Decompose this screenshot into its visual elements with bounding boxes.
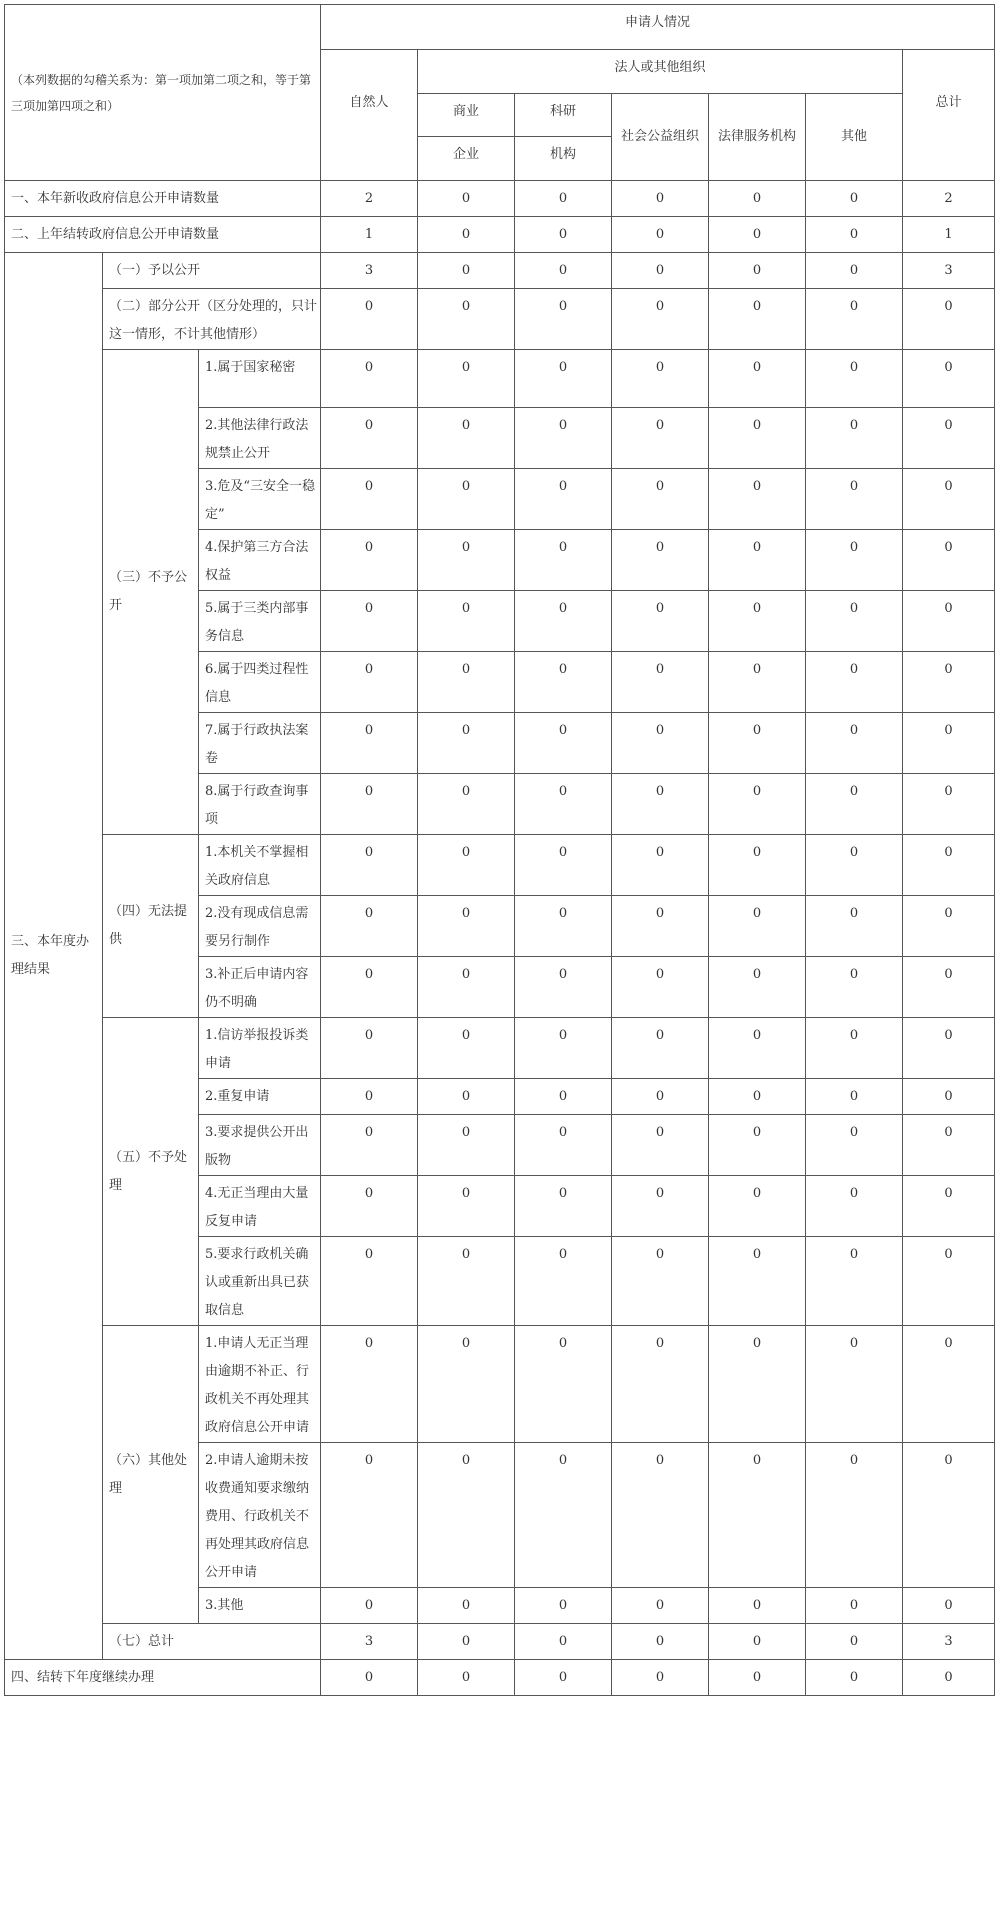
group-not-disclosed-item-label: 4.保护第三方合法权益	[199, 530, 321, 591]
group-other-processing-item-label: 2.申请人逾期未按收费通知要求缴纳费用、行政机关不再处理其政府信息公开申请	[199, 1443, 321, 1588]
row-carry-forward-value-total: 0	[903, 1660, 995, 1696]
group-not-processed-label: （五）不予处理	[103, 1018, 199, 1326]
row-new-applications-label: 一、本年新收政府信息公开申请数量	[5, 181, 321, 217]
row-disclosed-value-public-welfare: 0	[612, 253, 709, 289]
group-not-disclosed-item-value-research: 0	[515, 652, 612, 713]
row-new-applications-value-public-welfare: 0	[612, 181, 709, 217]
table-row	[5, 1624, 995, 1660]
table-row	[5, 835, 995, 896]
row-partially-disclosed-value-natural-person: 0	[321, 289, 418, 350]
row-carried-over-label: 二、上年结转政府信息公开申请数量	[5, 217, 321, 253]
group-unable-to-provide-item-value-legal-service: 0	[709, 835, 806, 896]
group-not-disclosed-item-value-research: 0	[515, 774, 612, 835]
row-partially-disclosed-value-other: 0	[806, 289, 903, 350]
group-other-processing-item-value-other: 0	[806, 1588, 903, 1624]
group-not-disclosed-item-value-public-welfare: 0	[612, 350, 709, 408]
row-carried-over-value-total: 1	[903, 217, 995, 253]
row-partially-disclosed-value-research: 0	[515, 289, 612, 350]
group-not-disclosed-item-value-research: 0	[515, 350, 612, 408]
header-total: 总计	[903, 50, 995, 181]
group-not-disclosed-item-value-legal-service: 0	[709, 530, 806, 591]
row-carry-forward-value-commercial: 0	[418, 1660, 515, 1696]
table-row	[5, 1660, 995, 1696]
group-not-disclosed-item-value-other: 0	[806, 652, 903, 713]
group-other-processing-item-value-public-welfare: 0	[612, 1588, 709, 1624]
group-unable-to-provide-item-value-legal-service: 0	[709, 896, 806, 957]
group-other-processing-item-value-other: 0	[806, 1443, 903, 1588]
group-not-processed-item-value-total: 0	[903, 1115, 995, 1176]
group-not-processed-item-value-research: 0	[515, 1237, 612, 1326]
group-other-processing-item-value-legal-service: 0	[709, 1326, 806, 1443]
group-not-disclosed-item-value-natural-person: 0	[321, 713, 418, 774]
group-not-processed-item-value-public-welfare: 0	[612, 1079, 709, 1115]
table-row	[5, 253, 995, 289]
group-other-processing-item-value-total: 0	[903, 1326, 995, 1443]
row-partially-disclosed-value-legal-service: 0	[709, 289, 806, 350]
row-disclosed-value-other: 0	[806, 253, 903, 289]
row-carried-over-value-natural-person: 1	[321, 217, 418, 253]
group-other-processing-item-value-legal-service: 0	[709, 1588, 806, 1624]
group-not-disclosed-item-value-public-welfare: 0	[612, 774, 709, 835]
group-not-processed-item-value-research: 0	[515, 1079, 612, 1115]
group-not-disclosed-item-value-legal-service: 0	[709, 350, 806, 408]
group-unable-to-provide-item-label: 2.没有现成信息需要另行制作	[199, 896, 321, 957]
group-not-processed-item-label: 5.要求行政机关确认或重新出具已获取信息	[199, 1237, 321, 1326]
row-section3-total-label: （七）总计	[103, 1624, 321, 1660]
header-natural-person: 自然人	[321, 50, 418, 181]
row-new-applications-value-commercial: 0	[418, 181, 515, 217]
row-carry-forward-value-public-welfare: 0	[612, 1660, 709, 1696]
group-not-disclosed-item-value-research: 0	[515, 469, 612, 530]
group-not-disclosed-item-value-total: 0	[903, 652, 995, 713]
group-not-disclosed-item-value-legal-service: 0	[709, 469, 806, 530]
group-other-processing-item-value-natural-person: 0	[321, 1443, 418, 1588]
group-not-processed-item-value-natural-person: 0	[321, 1018, 418, 1079]
row-section3-total-value-natural-person: 3	[321, 1624, 418, 1660]
group-not-disclosed-item-value-other: 0	[806, 469, 903, 530]
group-not-processed-item-value-legal-service: 0	[709, 1115, 806, 1176]
group-not-processed-item-value-other: 0	[806, 1115, 903, 1176]
group-unable-to-provide-item-label: 3.补正后申请内容仍不明确	[199, 957, 321, 1018]
group-unable-to-provide-item-value-public-welfare: 0	[612, 896, 709, 957]
group-not-processed-item-value-legal-service: 0	[709, 1176, 806, 1237]
group-not-disclosed-item-value-natural-person: 0	[321, 350, 418, 408]
row-partially-disclosed-label: （二）部分公开（区分处理的，只计这一情形，不计其他情形）	[103, 289, 321, 350]
group-not-processed-item-label: 2.重复申请	[199, 1079, 321, 1115]
group-other-processing-item-value-public-welfare: 0	[612, 1326, 709, 1443]
group-not-disclosed-item-value-total: 0	[903, 530, 995, 591]
group-not-processed-item-value-research: 0	[515, 1018, 612, 1079]
group-other-processing-item-value-commercial: 0	[418, 1326, 515, 1443]
group-other-processing-item-value-research: 0	[515, 1588, 612, 1624]
group-not-disclosed-label: （三）不予公开	[103, 350, 199, 835]
row-new-applications-value-research: 0	[515, 181, 612, 217]
row-carried-over-value-other: 0	[806, 217, 903, 253]
group-not-disclosed-item-label: 1.属于国家秘密	[199, 350, 321, 408]
group-not-processed-item-value-other: 0	[806, 1018, 903, 1079]
group-unable-to-provide-item-value-other: 0	[806, 835, 903, 896]
header-public-welfare: 社会公益组织	[612, 94, 709, 181]
group-not-disclosed-item-value-total: 0	[903, 713, 995, 774]
group-not-disclosed-item-value-other: 0	[806, 408, 903, 469]
row-carry-forward-value-natural-person: 0	[321, 1660, 418, 1696]
group-unable-to-provide-item-value-total: 0	[903, 896, 995, 957]
group-not-processed-item-value-public-welfare: 0	[612, 1237, 709, 1326]
row-section3-total-value-legal-service: 0	[709, 1624, 806, 1660]
row-section3-total-value-commercial: 0	[418, 1624, 515, 1660]
table-row	[5, 181, 995, 217]
group-not-processed-item-label: 1.信访举报投诉类申请	[199, 1018, 321, 1079]
group-unable-to-provide-item-value-public-welfare: 0	[612, 957, 709, 1018]
group-other-processing-item-value-other: 0	[806, 1326, 903, 1443]
row-section3-total-value-public-welfare: 0	[612, 1624, 709, 1660]
table-row	[5, 289, 995, 350]
group-not-disclosed-item-value-public-welfare: 0	[612, 469, 709, 530]
group-not-processed-item-value-total: 0	[903, 1018, 995, 1079]
group-not-disclosed-item-value-total: 0	[903, 591, 995, 652]
row-carry-forward-value-legal-service: 0	[709, 1660, 806, 1696]
group-not-disclosed-item-value-research: 0	[515, 591, 612, 652]
group-other-processing-item-value-public-welfare: 0	[612, 1443, 709, 1588]
group-other-processing-item-value-natural-person: 0	[321, 1326, 418, 1443]
group-unable-to-provide-label: （四）无法提供	[103, 835, 199, 1018]
section3-label: 三、本年度办理结果	[5, 253, 103, 1660]
group-not-disclosed-item-value-natural-person: 0	[321, 408, 418, 469]
group-not-disclosed-item-label: 5.属于三类内部事务信息	[199, 591, 321, 652]
row-new-applications-value-legal-service: 0	[709, 181, 806, 217]
group-not-processed-item-value-natural-person: 0	[321, 1115, 418, 1176]
header-legal-service: 法律服务机构	[709, 94, 806, 181]
group-not-processed-item-value-public-welfare: 0	[612, 1018, 709, 1079]
group-not-disclosed-item-value-natural-person: 0	[321, 469, 418, 530]
group-not-disclosed-item-value-public-welfare: 0	[612, 408, 709, 469]
group-not-disclosed-item-label: 3.危及“三安全一稳定”	[199, 469, 321, 530]
group-not-processed-item-value-legal-service: 0	[709, 1018, 806, 1079]
row-disclosed-value-total: 3	[903, 253, 995, 289]
group-not-disclosed-item-value-legal-service: 0	[709, 591, 806, 652]
group-not-disclosed-item-value-natural-person: 0	[321, 652, 418, 713]
group-not-disclosed-item-value-commercial: 0	[418, 530, 515, 591]
group-not-disclosed-item-value-total: 0	[903, 469, 995, 530]
group-other-processing-item-value-total: 0	[903, 1588, 995, 1624]
group-unable-to-provide-item-value-other: 0	[806, 896, 903, 957]
group-not-processed-item-value-research: 0	[515, 1115, 612, 1176]
group-not-disclosed-item-value-other: 0	[806, 350, 903, 408]
header-legal-persons-group: 法人或其他组织	[418, 50, 903, 94]
group-not-processed-item-value-total: 0	[903, 1176, 995, 1237]
group-unable-to-provide-item-value-natural-person: 0	[321, 957, 418, 1018]
group-not-disclosed-item-value-commercial: 0	[418, 408, 515, 469]
row-carried-over-value-research: 0	[515, 217, 612, 253]
row-new-applications-value-natural-person: 2	[321, 181, 418, 217]
group-not-disclosed-item-label: 7.属于行政执法案卷	[199, 713, 321, 774]
group-unable-to-provide-item-value-natural-person: 0	[321, 835, 418, 896]
group-unable-to-provide-item-value-legal-service: 0	[709, 957, 806, 1018]
group-unable-to-provide-item-value-commercial: 0	[418, 835, 515, 896]
group-not-processed-item-value-natural-person: 0	[321, 1079, 418, 1115]
group-not-disclosed-item-value-public-welfare: 0	[612, 530, 709, 591]
group-unable-to-provide-item-value-public-welfare: 0	[612, 835, 709, 896]
row-new-applications-value-total: 2	[903, 181, 995, 217]
group-not-processed-item-value-public-welfare: 0	[612, 1115, 709, 1176]
group-not-processed-item-value-research: 0	[515, 1176, 612, 1237]
group-not-processed-item-value-other: 0	[806, 1237, 903, 1326]
group-not-disclosed-item-value-total: 0	[903, 774, 995, 835]
row-carry-forward-value-research: 0	[515, 1660, 612, 1696]
group-unable-to-provide-item-value-research: 0	[515, 835, 612, 896]
row-carry-forward-value-other: 0	[806, 1660, 903, 1696]
row-disclosed-value-natural-person: 3	[321, 253, 418, 289]
row-partially-disclosed-value-commercial: 0	[418, 289, 515, 350]
group-not-disclosed-item-label: 2.其他法律行政法规禁止公开	[199, 408, 321, 469]
group-other-processing-item-label: 3.其他	[199, 1588, 321, 1624]
group-not-disclosed-item-value-natural-person: 0	[321, 591, 418, 652]
header-other: 其他	[806, 94, 903, 181]
group-unable-to-provide-item-value-total: 0	[903, 835, 995, 896]
group-not-disclosed-item-value-public-welfare: 0	[612, 713, 709, 774]
group-not-disclosed-item-value-legal-service: 0	[709, 652, 806, 713]
group-not-processed-item-value-total: 0	[903, 1079, 995, 1115]
row-section3-total-value-other: 0	[806, 1624, 903, 1660]
group-not-disclosed-item-value-other: 0	[806, 591, 903, 652]
group-other-processing-item-value-research: 0	[515, 1443, 612, 1588]
group-not-disclosed-item-value-research: 0	[515, 530, 612, 591]
group-not-disclosed-item-value-commercial: 0	[418, 469, 515, 530]
group-other-processing-item-value-total: 0	[903, 1443, 995, 1588]
group-unable-to-provide-item-value-commercial: 0	[418, 896, 515, 957]
group-not-processed-item-value-other: 0	[806, 1079, 903, 1115]
group-not-disclosed-item-label: 6.属于四类过程性信息	[199, 652, 321, 713]
header-commercial-line2: 企业	[418, 137, 515, 181]
table-note: （本列数据的勾稽关系为：第一项加第二项之和，等于第三项加第四项之和）	[5, 5, 321, 181]
group-unable-to-provide-item-value-natural-person: 0	[321, 896, 418, 957]
row-carried-over-value-legal-service: 0	[709, 217, 806, 253]
header-research-line2: 机构	[515, 137, 612, 181]
row-disclosed-value-legal-service: 0	[709, 253, 806, 289]
group-not-disclosed-item-value-natural-person: 0	[321, 774, 418, 835]
group-not-processed-item-value-commercial: 0	[418, 1176, 515, 1237]
group-other-processing-item-value-natural-person: 0	[321, 1588, 418, 1624]
group-not-disclosed-item-value-research: 0	[515, 713, 612, 774]
group-not-processed-item-value-total: 0	[903, 1237, 995, 1326]
group-not-disclosed-item-value-other: 0	[806, 530, 903, 591]
group-not-disclosed-item-value-commercial: 0	[418, 591, 515, 652]
group-other-processing-item-value-research: 0	[515, 1326, 612, 1443]
row-carry-forward-label: 四、结转下年度继续办理	[5, 1660, 321, 1696]
group-not-processed-item-value-commercial: 0	[418, 1237, 515, 1326]
group-not-disclosed-item-value-public-welfare: 0	[612, 652, 709, 713]
group-not-disclosed-item-value-legal-service: 0	[709, 713, 806, 774]
group-not-disclosed-item-label: 8.属于行政查询事项	[199, 774, 321, 835]
group-not-processed-item-value-legal-service: 0	[709, 1237, 806, 1326]
header-research-line1: 科研	[515, 94, 612, 137]
group-not-processed-item-label: 4.无正当理由大量反复申请	[199, 1176, 321, 1237]
group-not-disclosed-item-value-commercial: 0	[418, 652, 515, 713]
row-section3-total-value-total: 3	[903, 1624, 995, 1660]
header-applicant-situation: 申请人情况	[321, 5, 995, 50]
group-not-processed-item-label: 3.要求提供公开出版物	[199, 1115, 321, 1176]
row-partially-disclosed-value-public-welfare: 0	[612, 289, 709, 350]
group-not-processed-item-value-commercial: 0	[418, 1018, 515, 1079]
group-not-disclosed-item-value-total: 0	[903, 350, 995, 408]
table-row	[5, 1326, 995, 1443]
group-not-processed-item-value-legal-service: 0	[709, 1079, 806, 1115]
group-other-processing-item-label: 1.申请人无正当理由逾期不补正、行政机关不再处理其政府信息公开申请	[199, 1326, 321, 1443]
group-not-disclosed-item-value-research: 0	[515, 408, 612, 469]
row-new-applications-value-other: 0	[806, 181, 903, 217]
group-not-processed-item-value-natural-person: 0	[321, 1237, 418, 1326]
group-not-disclosed-item-value-commercial: 0	[418, 774, 515, 835]
row-disclosed-value-commercial: 0	[418, 253, 515, 289]
group-other-processing-item-value-legal-service: 0	[709, 1443, 806, 1588]
header-commercial-line1: 商业	[418, 94, 515, 137]
table-row	[5, 1018, 995, 1079]
row-section3-total-value-research: 0	[515, 1624, 612, 1660]
group-not-processed-item-value-other: 0	[806, 1176, 903, 1237]
row-disclosed-label: （一）予以公开	[103, 253, 321, 289]
group-not-disclosed-item-value-commercial: 0	[418, 713, 515, 774]
table-row	[5, 217, 995, 253]
group-not-processed-item-value-natural-person: 0	[321, 1176, 418, 1237]
group-not-disclosed-item-value-other: 0	[806, 713, 903, 774]
group-not-disclosed-item-value-legal-service: 0	[709, 408, 806, 469]
row-carried-over-value-public-welfare: 0	[612, 217, 709, 253]
group-other-processing-label: （六）其他处理	[103, 1326, 199, 1624]
group-other-processing-item-value-commercial: 0	[418, 1588, 515, 1624]
group-not-disclosed-item-value-public-welfare: 0	[612, 591, 709, 652]
group-not-processed-item-value-public-welfare: 0	[612, 1176, 709, 1237]
disclosure-statistics-table	[4, 4, 995, 1696]
group-unable-to-provide-item-value-commercial: 0	[418, 957, 515, 1018]
table-row	[5, 350, 995, 408]
group-unable-to-provide-item-value-total: 0	[903, 957, 995, 1018]
group-unable-to-provide-item-label: 1.本机关不掌握相关政府信息	[199, 835, 321, 896]
group-unable-to-provide-item-value-research: 0	[515, 957, 612, 1018]
group-unable-to-provide-item-value-other: 0	[806, 957, 903, 1018]
group-not-disclosed-item-value-natural-person: 0	[321, 530, 418, 591]
group-not-processed-item-value-commercial: 0	[418, 1079, 515, 1115]
group-unable-to-provide-item-value-research: 0	[515, 896, 612, 957]
group-not-processed-item-value-commercial: 0	[418, 1115, 515, 1176]
group-not-disclosed-item-value-commercial: 0	[418, 350, 515, 408]
group-not-disclosed-item-value-legal-service: 0	[709, 774, 806, 835]
group-other-processing-item-value-commercial: 0	[418, 1443, 515, 1588]
row-partially-disclosed-value-total: 0	[903, 289, 995, 350]
group-not-disclosed-item-value-other: 0	[806, 774, 903, 835]
row-disclosed-value-research: 0	[515, 253, 612, 289]
group-not-disclosed-item-value-total: 0	[903, 408, 995, 469]
row-carried-over-value-commercial: 0	[418, 217, 515, 253]
